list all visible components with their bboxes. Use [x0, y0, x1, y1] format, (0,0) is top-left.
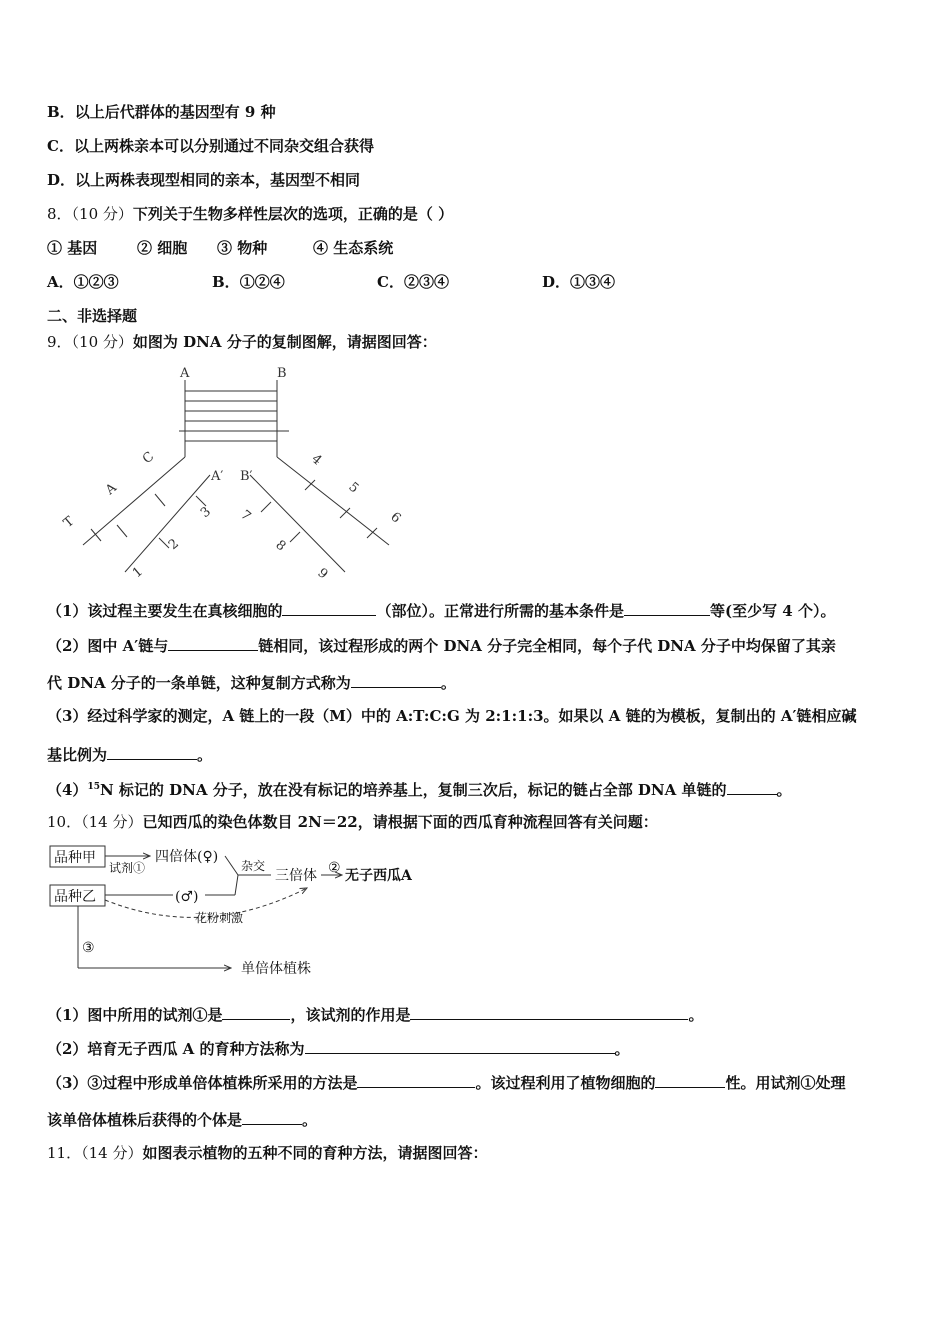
q8-option-a: A．①②③	[47, 273, 119, 291]
q9-blank-location[interactable]	[282, 599, 376, 616]
q7-option-d: D．以上两株表现型相同的亲本，基因型不相同	[47, 171, 361, 189]
q8-option-b: B．①②④	[212, 273, 285, 291]
triploid-label: 三倍体	[275, 868, 317, 884]
svg-text:C: C	[139, 449, 158, 468]
label-b: B	[277, 366, 287, 381]
q10-sub3-line1: （3）③过程中形成单倍体植株所采用的方法是 。该过程利用了植物细胞的 性。用试剂①处理	[47, 1071, 845, 1093]
q10-sub1: （1）图中所用的试剂①是 ，该试剂的作用是 。	[47, 1003, 703, 1025]
q9-number: 9．（10 分）	[47, 333, 133, 351]
q10-blank-cell-property[interactable]	[655, 1071, 725, 1088]
q9-sub3-line2: 基比例为 。	[47, 743, 212, 765]
svg-text:②: ②	[328, 860, 341, 876]
q9-blank-labeled-fraction[interactable]	[727, 778, 777, 795]
q9-blank-conditions[interactable]	[624, 599, 710, 616]
seedless-label: 无子西瓜A	[345, 868, 412, 884]
svg-text:花粉刺激: 花粉刺激	[195, 911, 244, 925]
q8-option-d: D．①③④	[542, 273, 616, 291]
svg-text:杂交: 杂交	[241, 859, 266, 873]
q9-sub4: $(4)^{15}N$ 标记的 DNA 分子，放在没有标记的培养基上，复制三次后，标记的链占全部 DNA 单链的 。	[47, 777, 792, 800]
label-a: A	[180, 366, 190, 381]
svg-text:2: 2	[165, 536, 182, 554]
svg-text:6: 6	[387, 509, 404, 527]
q10-blank-reagent-function[interactable]	[410, 1003, 688, 1020]
q11-number: 11．（14 分）	[47, 1144, 143, 1162]
svg-text:1: 1	[129, 564, 146, 582]
svg-text:8: 8	[272, 537, 289, 555]
q9-sub1: （1）该过程主要发生在真核细胞的 （部位）。正常进行所需的基本条件是 等(至少写 4 个）。	[47, 599, 835, 621]
tetraploid-label: 四倍体(♀)	[155, 849, 219, 865]
svg-text:9: 9	[314, 565, 331, 583]
section-heading: 二、非选择题	[47, 307, 138, 325]
svg-text:7: 7	[237, 507, 254, 525]
q10-sub2: （2）培育无子西瓜 A 的育种方法称为 。	[47, 1037, 630, 1059]
dna-replication-figure	[55, 360, 415, 590]
q9-blank-base-ratio[interactable]	[107, 743, 197, 760]
q9-sub2-line2: 代 DNA 分子的一条单链，这种复制方式称为 。	[47, 671, 456, 693]
q10-stem: 10．（14 分）已知西瓜的染色体数目 2N＝22，请根据下面的西瓜育种流程回答有关问题：	[47, 813, 658, 831]
q10-blank-breeding-method[interactable]	[305, 1037, 615, 1054]
svg-text:③: ③	[82, 940, 95, 956]
svg-text:3: 3	[197, 504, 214, 522]
variety-jia: 品种甲	[54, 850, 96, 866]
q8-stem: 8．（10 分）下列关于生物多样性层次的选项，正确的是（ ）	[47, 205, 454, 223]
q8-option-c: C．②③④	[377, 273, 449, 291]
q9-sub3-line1: （3）经过科学家的测定，A 链上的一段（M）中的 A:T:C:G 为 2:1:1:3。如果以 A 链的为模板，复制出的 A′链相应碱	[47, 707, 857, 725]
q10-blank-reagent[interactable]	[222, 1003, 290, 1020]
haploid-label: 单倍体植株	[241, 961, 311, 977]
q9-blank-same-chain[interactable]	[168, 634, 258, 651]
label-b-prime: B′	[240, 469, 253, 484]
variety-yi: 品种乙	[54, 889, 96, 905]
q8-items: ① 基因 ② 细胞 ③ 物种 ④ 生态系统	[47, 239, 394, 257]
q7-option-c: C．以上两株亲本可以分别通过不同杂交组合获得	[47, 137, 374, 155]
q8-number: 8．（10 分）	[47, 205, 133, 223]
q7-option-b: B．以上后代群体的基因型有 9 种	[47, 103, 276, 121]
q9-stem: 9．（10 分）如图为 DNA 分子的复制图解，请据图回答：	[47, 333, 437, 351]
q10-sub3-line2: 该单倍体植株后获得的个体是 。	[47, 1108, 317, 1130]
svg-text:5: 5	[345, 479, 362, 497]
q9-blank-replication-mode[interactable]	[351, 671, 441, 688]
svg-text:4: 4	[308, 451, 325, 469]
svg-text:A: A	[102, 480, 120, 499]
q10-blank-haploid-method[interactable]	[357, 1071, 475, 1088]
q10-blank-resulting-individual[interactable]	[242, 1108, 302, 1125]
q10-number: 10．（14 分）	[47, 813, 143, 831]
q11-stem: 11．（14 分）如图表示植物的五种不同的育种方法，请据图回答：	[47, 1144, 488, 1162]
svg-text:T: T	[60, 513, 78, 532]
svg-text:试剂①: 试剂①	[109, 861, 146, 875]
q8-options	[47, 272, 615, 292]
svg-text:(♂): (♂)	[175, 889, 199, 905]
q9-sub2-line1: （2）图中 A′链与 链相同，该过程形成的两个 DNA 分子完全相同，每个子代 DNA 分子中均保留了其亲	[47, 634, 836, 656]
label-a-prime: A′	[211, 469, 224, 484]
watermelon-breeding-flowchart	[45, 840, 445, 985]
